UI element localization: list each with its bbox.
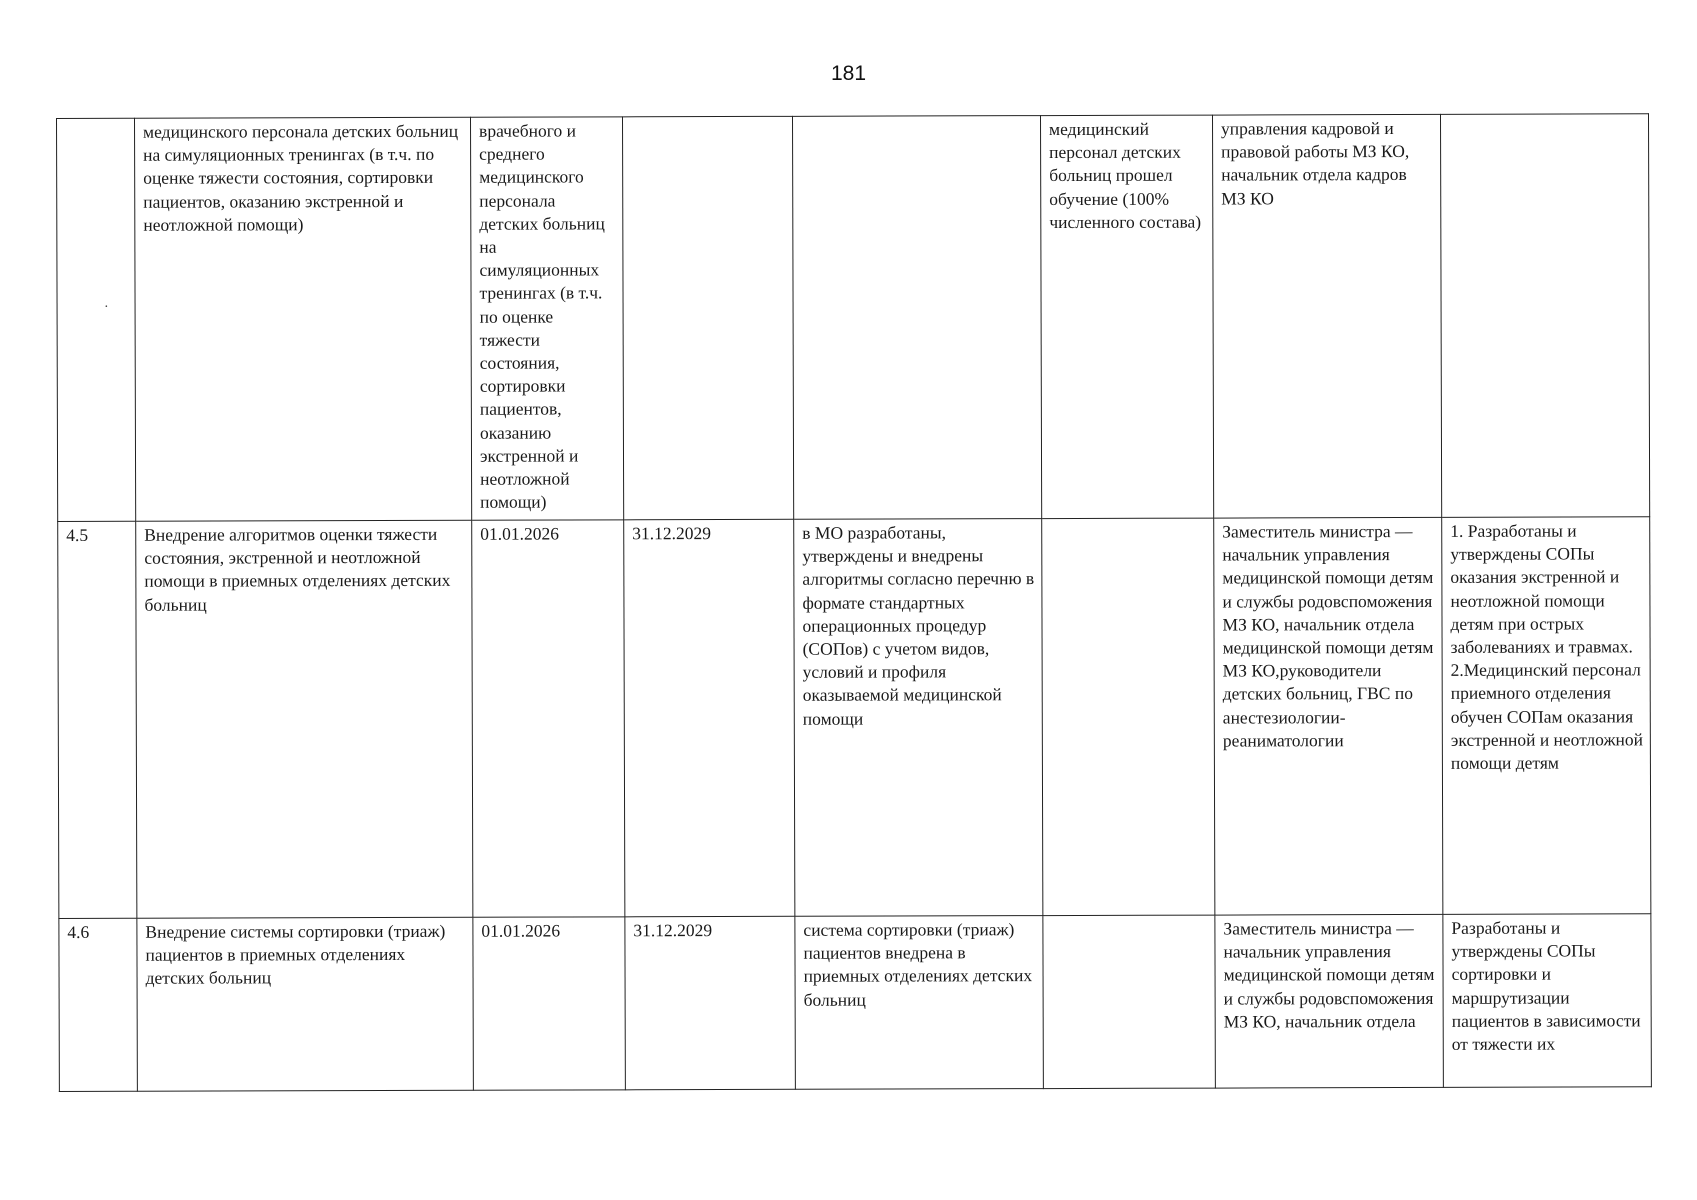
cell-outcome: 1. Разработаны и утверждены СОПы оказания экстренной и неотложной помощи детям при острых заболеваниях и травмах. 2.Медицинский персонал приемного отделения обучен СОПам оказания экстренной и неотложной помощи детям xyxy=(1442,517,1651,915)
cell-result-2 xyxy=(1042,518,1215,916)
cell-activity-name: медицинского персонала детских больниц на симуляционных тренингах (в т.ч. по оценке тяжести состояния, сортировки пациентов, оказанию экстренной и неотложной помощи) xyxy=(135,117,472,521)
cell-result: система сортировки (триаж) пациентов внедрена в приемных отделениях детских больниц xyxy=(795,916,1044,1090)
cell-responsible: Заместитель министра — начальник управления медицинской помощи детям и службы родовспоможения МЗ КО, начальник отдела xyxy=(1215,914,1444,1088)
cell-indicator: врачебного и среднего медицинского персонала детских больниц на симуляционных тренингах (в т.ч. по оценке тяжести состояния, сортировки пациентов, оказанию экстренной и неотложной помощи) xyxy=(470,117,623,520)
cell-outcome: Разработаны и утверждены СОПы сортировки и маршрутизации пациентов в зависимости от тяжести их xyxy=(1443,914,1652,1088)
cell-start-date xyxy=(622,116,793,520)
cell-end-date: 31.12.2029 xyxy=(625,916,796,1090)
cell-number xyxy=(57,118,136,521)
cell-responsible: управления кадровой и правовой работы МЗ КО, начальник отдела кадров МЗ КО xyxy=(1212,114,1441,518)
cell-result: в МО разработаны, утверждены и внедрены алгоритмы согласно перечню в формате стандартных операционных процедур (СОПов) с учетом видов, условий и профиля оказываемой медицинской помощи xyxy=(794,519,1043,917)
scan-artifact-dot: · xyxy=(104,300,109,315)
cell-activity-name: Внедрение алгоритмов оценки тяжести состояния, экстренной и неотложной помощи в приемных отделениях детских больниц xyxy=(136,520,473,918)
cell-responsible: Заместитель министра — начальник управления медицинской помощи детям и службы родовспоможения МЗ КО, начальник отдела медицинской помощи детям МЗ КО,руководители детских больниц, ГВС по анестезиологии-реаниматологии xyxy=(1214,517,1443,915)
cell-result-2: медицинский персонал детских больниц прошел обучение (100% численного состава) xyxy=(1040,115,1213,519)
plan-table xyxy=(56,113,1652,1092)
cell-outcome xyxy=(1440,114,1649,518)
cell-start-date: 01.01.2026 xyxy=(473,917,626,1090)
table-row xyxy=(57,114,1650,522)
cell-number: 4.6 xyxy=(59,918,138,1091)
cell-activity-name: Внедрение системы сортировки (триаж) пациентов в приемных отделениях детских больниц xyxy=(137,917,474,1091)
cell-result-2 xyxy=(1043,915,1216,1089)
page-number: 181 xyxy=(830,62,867,85)
cell-end-date: 31.12.2029 xyxy=(624,519,795,917)
cell-start-date: 01.01.2026 xyxy=(472,520,625,917)
table-row xyxy=(58,517,1651,919)
table-row xyxy=(59,914,1652,1092)
cell-result xyxy=(792,116,1041,520)
cell-number: 4.5 xyxy=(58,521,137,918)
